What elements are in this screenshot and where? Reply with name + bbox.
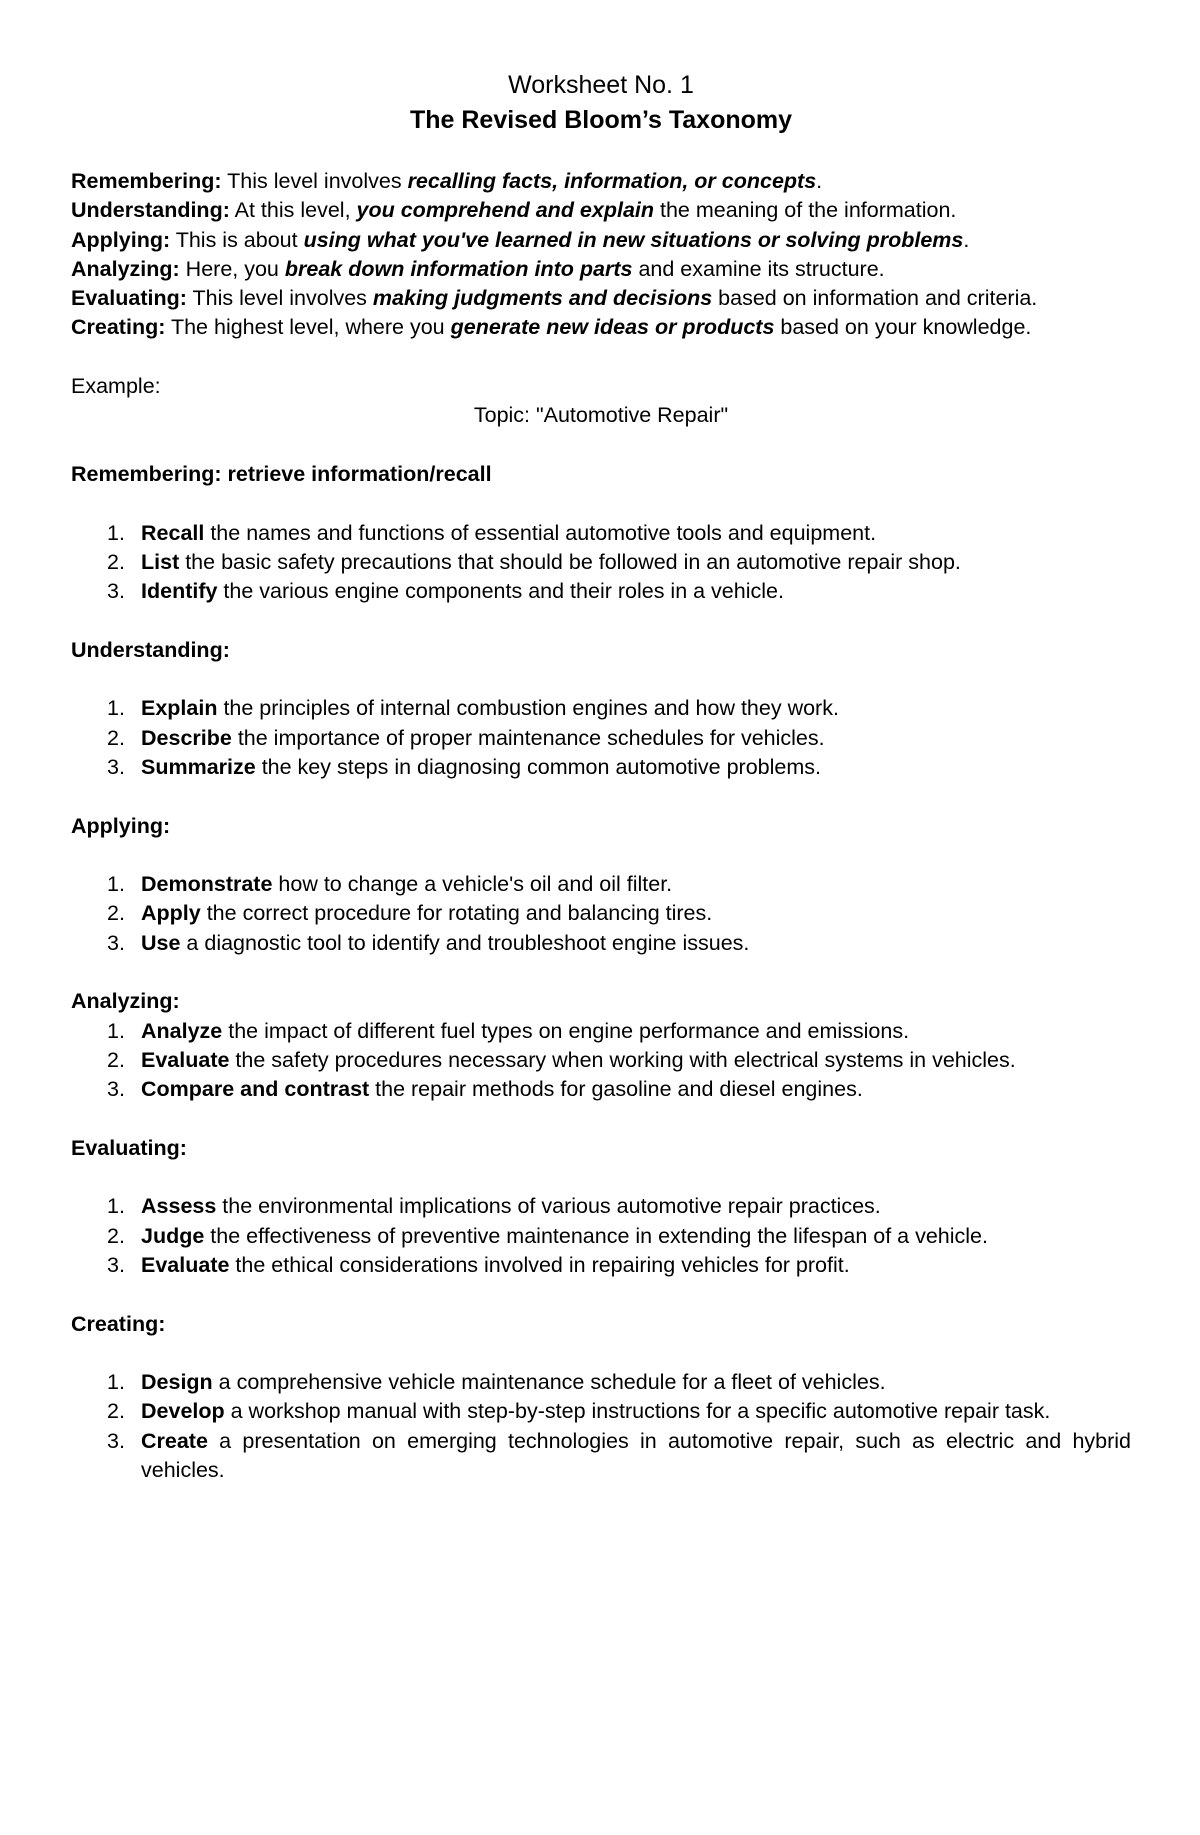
definition-emphasis: making judgments and decisions: [372, 286, 713, 311]
definition-term: Creating:: [71, 315, 166, 340]
definition-term: Applying:: [71, 227, 171, 252]
list-item: 3. Summarize the key steps in diagnosing common automotive problems.: [107, 754, 821, 779]
definition-term: Understanding:: [71, 198, 230, 223]
definition-term: Analyzing:: [71, 256, 180, 281]
spacer: [71, 1105, 1131, 1134]
list-item: 3. Create a presentation on emerging technologies in automotive repair, such as electric and hybrid vehicles.: [107, 1428, 1131, 1483]
definition-remembering: Remembering: This level involves recalling facts, information, or concepts.: [71, 169, 823, 193]
definition-evaluating: Evaluating: This level involves making judgments and decisions based on information and criteria.: [71, 286, 1038, 311]
spacer: [71, 782, 1131, 811]
section-heading-remembering: Remembering: retrieve information/recall: [71, 461, 492, 486]
spacer: [71, 343, 1131, 372]
list-item: 3. Use a diagnostic tool to identify and troubleshoot engine issues.: [107, 930, 750, 955]
list-item: 2. Develop a workshop manual with step-by-step instructions for a specific automotive repair task.: [107, 1399, 1051, 1424]
definition-emphasis: you comprehend and explain: [356, 198, 655, 223]
definition-term: Remembering:: [71, 169, 222, 193]
list-item: 1. Demonstrate how to change a vehicle's oil and oil filter.: [107, 872, 673, 897]
definition-term: Evaluating:: [71, 286, 187, 311]
list-item: 2. Judge the effectiveness of preventive maintenance in extending the lifespan of a vehicle.: [107, 1223, 988, 1248]
spacer: [71, 1163, 1131, 1192]
definition-applying: Applying: This is about using what you've learned in new situations or solving problems.: [71, 227, 970, 252]
section-heading-evaluating: Evaluating:: [71, 1135, 187, 1160]
example-label: Example:: [71, 374, 161, 399]
definition-emphasis: generate new ideas or products: [450, 315, 775, 340]
list-item: 2. List the basic safety precautions that should be followed in an automotive repair shop.: [107, 549, 961, 574]
list-item: 1. Design a comprehensive vehicle maintenance schedule for a fleet of vehicles.: [107, 1370, 886, 1395]
list-item: 1. Assess the environmental implications of various automotive repair practices.: [107, 1194, 881, 1219]
remembering-list: [71, 519, 1131, 607]
list-item: 1. Recall the names and functions of essential automotive tools and equipment.: [107, 520, 877, 545]
definitions-block: [71, 167, 1131, 343]
list-item: 3. Evaluate the ethical considerations involved in repairing vehicles for profit.: [107, 1252, 850, 1277]
spacer: [71, 1339, 1131, 1368]
definition-understanding: Understanding: At this level, you comprehend and explain the meaning of the information.: [71, 198, 957, 223]
spacer: [71, 841, 1131, 870]
definition-emphasis: recalling facts, information, or concepts: [407, 169, 817, 193]
analyzing-list: [71, 1017, 1131, 1105]
section-heading-analyzing: Analyzing:: [71, 989, 180, 1014]
list-item: 1. Explain the principles of internal combustion engines and how they work.: [107, 696, 839, 721]
definition-analyzing: Analyzing: Here, you break down information into parts and examine its structure.: [71, 256, 885, 281]
list-item: 3. Identify the various engine components and their roles in a vehicle.: [107, 579, 784, 604]
spacer: [71, 431, 1131, 460]
worksheet-subtitle: The Revised Bloom’s Taxonomy: [409, 106, 793, 134]
creating-list: [71, 1368, 1131, 1485]
definition-emphasis: break down information into parts: [284, 256, 633, 281]
section-heading-applying: Applying:: [71, 813, 171, 838]
applying-list: [71, 870, 1131, 958]
list-item: 2. Describe the importance of proper maintenance schedules for vehicles.: [107, 725, 825, 750]
list-item: 2. Evaluate the safety procedures necessary when working with electrical systems in vehicles.: [107, 1047, 1016, 1072]
section-heading-creating: Creating:: [71, 1311, 166, 1336]
understanding-list: [71, 694, 1131, 782]
spacer: [71, 958, 1131, 987]
evaluating-list: [71, 1192, 1131, 1280]
spacer: [71, 606, 1131, 635]
section-heading-understanding: Understanding:: [71, 637, 230, 662]
worksheet-title: Worksheet No. 1: [508, 71, 694, 99]
definition-emphasis: using what you've learned in new situations or solving problems: [303, 227, 964, 252]
spacer: [71, 1280, 1131, 1309]
list-item: 2. Apply the correct procedure for rotating and balancing tires.: [107, 901, 713, 926]
worksheet-page: [71, 68, 1131, 1485]
list-item: 3. Compare and contrast the repair methods for gasoline and diesel engines.: [107, 1077, 863, 1102]
spacer: [71, 665, 1131, 694]
definition-creating: Creating: The highest level, where you generate new ideas or products based on your knowledge.: [71, 315, 1032, 340]
spacer: [71, 489, 1131, 518]
list-item: 1. Analyze the impact of different fuel types on engine performance and emissions.: [107, 1018, 910, 1043]
example-topic: Topic: "Automotive Repair": [473, 403, 729, 428]
